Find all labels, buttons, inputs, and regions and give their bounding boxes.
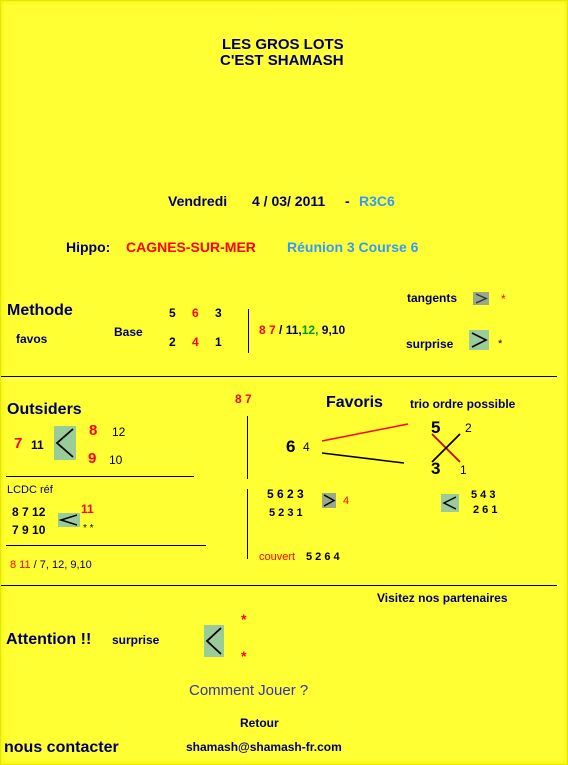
combo-12: 12, <box>301 323 319 337</box>
lcdc-label: LCDC réf <box>7 484 53 496</box>
favos-label: favos <box>16 332 48 346</box>
divider-lcdc <box>6 545 206 546</box>
divider-2 <box>1 585 557 586</box>
base-row2-n2: 4 <box>192 335 199 349</box>
chevron-left-icon <box>54 426 76 460</box>
couvert-label: couvert <box>259 551 296 563</box>
divider-1 <box>1 376 557 377</box>
favoris-row2: 2 6 1 <box>473 504 498 516</box>
partners-link[interactable]: Visitez nos partenaires <box>377 591 508 605</box>
chevron-right-icon <box>473 292 489 305</box>
contact-link[interactable]: nous contacter <box>4 739 119 756</box>
center-row2: 5 2 3 1 <box>269 507 303 519</box>
hippo-label: Hippo: <box>66 239 111 255</box>
tangents-star: * <box>501 292 506 306</box>
methode-title: Methode <box>7 302 73 319</box>
combo-red: 8 7 <box>259 323 276 337</box>
race-dash: - <box>345 193 350 209</box>
outsiders-bottom <box>10 559 92 571</box>
divider-outsiders <box>6 476 194 477</box>
base-row1-n1: 5 <box>169 306 176 320</box>
favoris-title: Favoris <box>326 394 383 411</box>
center-row1: 5 6 2 3 <box>267 487 304 501</box>
bottom-rest: / 7, 12, 9,10 <box>33 559 92 571</box>
out-11: 11 <box>31 438 44 452</box>
chevron-left-icon <box>204 625 224 657</box>
couvert-numbers: 5 2 6 4 <box>306 551 340 563</box>
email-link[interactable]: shamash@shamash-fr.com <box>186 740 342 754</box>
favoris-1: 1 <box>460 463 467 477</box>
lcdc-row2: 7 9 10 <box>12 523 46 537</box>
methode-divider <box>248 309 249 353</box>
out-12: 12 <box>112 425 126 439</box>
attention-star-1: * <box>241 611 247 627</box>
bottom-red: 8 11 <box>10 559 31 571</box>
center-red-4: 4 <box>343 495 350 507</box>
out-7: 7 <box>14 435 23 452</box>
lcdc-row1: 8 7 12 <box>12 505 46 519</box>
base-row1-n3: 3 <box>215 306 222 320</box>
base-row1-n2: 6 <box>192 306 199 320</box>
comment-jouer-link[interactable]: Comment Jouer ? <box>189 682 309 699</box>
header-line1: LES GROS LOTS <box>222 36 344 53</box>
out-9: 9 <box>88 450 97 467</box>
outsiders-title: Outsiders <box>7 401 82 418</box>
combo-11: 11, <box>285 323 302 337</box>
favoris-trio: trio ordre possible <box>410 397 516 411</box>
base-label: Base <box>114 325 143 339</box>
center-divider-top <box>247 416 248 479</box>
lcdc-11: 11 <box>81 502 94 516</box>
hippo-name: CAGNES-SUR-MER <box>126 239 256 255</box>
race-code: R3C6 <box>359 193 395 209</box>
favoris-5: 5 <box>431 418 441 437</box>
race-day: Vendredi <box>168 193 228 209</box>
out-10: 10 <box>109 453 123 467</box>
header-line2: C'EST SHAMASH <box>220 52 344 69</box>
chevron-left-icon <box>58 513 80 527</box>
center-top-red: 8 7 <box>235 392 252 406</box>
methode-combo <box>259 323 345 337</box>
attention-star-2: * <box>241 648 247 664</box>
combo-slash: / <box>279 323 283 337</box>
retour-link[interactable]: Retour <box>240 716 279 730</box>
base-row2-n1: 2 <box>169 335 176 349</box>
favoris-row1: 5 4 3 <box>471 489 496 501</box>
favoris-3: 3 <box>431 459 441 478</box>
tangents-label: tangents <box>407 291 458 305</box>
favoris-2: 2 <box>465 421 472 435</box>
chevron-left-icon <box>441 494 459 512</box>
surprise-star: * <box>498 338 503 350</box>
chevron-right-icon <box>322 493 336 508</box>
combo-rest: 9,10 <box>321 323 346 337</box>
attention-surprise: surprise <box>112 633 160 647</box>
chevron-right-icon <box>469 330 489 350</box>
center-divider-bottom <box>247 489 248 559</box>
base-row2-n3: 1 <box>215 335 222 349</box>
out-8: 8 <box>89 422 98 439</box>
reunion-course: Réunion 3 Course 6 <box>287 239 419 255</box>
lcdc-stars: * * <box>83 523 94 534</box>
surprise-label: surprise <box>406 337 454 351</box>
race-date: 4 / 03/ 2011 <box>252 193 326 209</box>
attention-title: Attention !! <box>6 631 92 648</box>
center-4: 4 <box>303 440 310 454</box>
center-6: 6 <box>286 437 296 456</box>
